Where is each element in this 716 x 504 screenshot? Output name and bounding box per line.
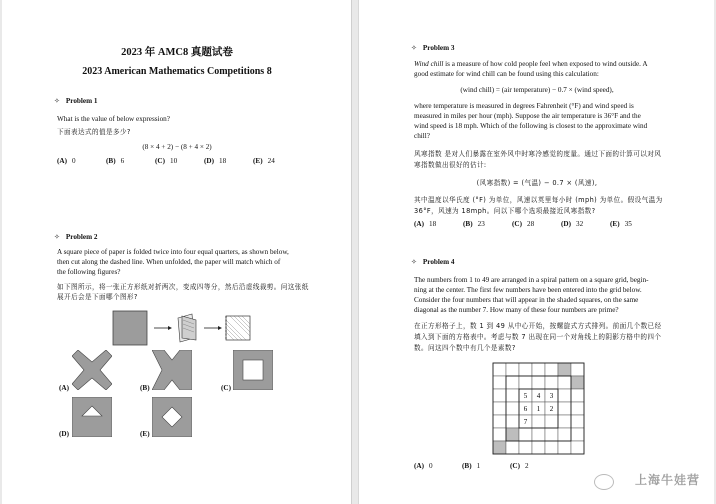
choice-e-figure: [152, 397, 192, 437]
problem3-line-en-3: where temperature is measured in degrees Fahrenheit (°F) and wind speed is: [414, 102, 634, 110]
grid-number: 4: [536, 392, 541, 400]
choice-label: (C): [510, 462, 520, 470]
grid-cell: [545, 415, 558, 428]
choice-label: (D): [561, 220, 571, 228]
choice-c: [510, 462, 529, 470]
grid-cell: [545, 428, 558, 441]
grid-cell: [545, 376, 558, 389]
grid-cell: [532, 376, 545, 389]
problem2-line-en-3: the following figures?: [57, 268, 121, 276]
spiral-grid-figure: [491, 361, 587, 457]
choice-e: [610, 220, 632, 228]
choice-value: 0: [428, 462, 433, 470]
choice-value: 32: [575, 220, 584, 228]
grid-cell: [532, 415, 545, 428]
choice-label: (A): [414, 220, 424, 228]
choice-label: (A): [414, 462, 424, 470]
problem4-heading: ✧ Problem 4: [411, 258, 455, 266]
grid-cell: [506, 389, 519, 402]
choice-label: (C): [155, 157, 165, 165]
choice-label: (E): [253, 157, 263, 165]
problem4-line-cn-2: 填入到下面的方格表中。考虑与数 7 出现在同一个对角线上的阴影方格中的四个: [414, 333, 662, 341]
grid-cell: [558, 428, 571, 441]
grid-cell: [571, 415, 584, 428]
choice-label: (B): [463, 220, 473, 228]
choice-value: 18: [218, 157, 227, 165]
grid-cell: [493, 363, 506, 376]
problem1-question-en: What is the value of below expression?: [57, 115, 170, 123]
choice-c: [512, 220, 534, 228]
choice-b: [106, 157, 124, 165]
choice-label: (C): [512, 220, 522, 228]
shaded-grid-cell: [558, 363, 571, 376]
diamond-icon: ✧: [54, 97, 60, 105]
problem3-line-en-4: measured in miles per hour (mph). Suppose the air temperature is 36°F and the: [414, 112, 641, 120]
title-cn: 2023 年 AMC8 真题试卷: [121, 47, 233, 58]
choice-a-label: (A): [59, 384, 69, 392]
problem2-line-en-2: then cut along the dashed line. When unfolded, the paper will match which of: [57, 258, 281, 266]
folding-sequence-figure: [112, 310, 262, 348]
problem2-line-cn-1: 如下图所示，将一张正方形纸对折两次，变成四等分，然后沿虚线裁剪。问这张纸: [57, 283, 309, 291]
grid-cell: [506, 363, 519, 376]
shaded-grid-cell: [506, 428, 519, 441]
grid-cell: [571, 389, 584, 402]
grid-number: 5: [523, 392, 528, 400]
grid-cell: [519, 441, 532, 454]
shaded-grid-cell: [493, 441, 506, 454]
wechat-logo-icon: [594, 474, 614, 490]
problem4-line-cn-1: 在正方形格子上，数 1 到 49 从中心开始，按螺旋式方式排列。前面几个数已经: [414, 322, 662, 330]
choice-e: [253, 157, 275, 165]
choice-label: (A): [57, 157, 67, 165]
grid-cell: [506, 415, 519, 428]
grid-number: 3: [549, 392, 554, 400]
grid-cell: [558, 376, 571, 389]
choice-label: (E): [610, 220, 620, 228]
problem4-line-en-3: Consider the four numbers that will appear in the shaded squares, on the same: [414, 296, 639, 304]
grid-cell: [571, 402, 584, 415]
grid-cell: [532, 441, 545, 454]
choice-d: [204, 157, 226, 165]
problem3-line-cn-1: 风寒指数 是对人们暴露在室外风中时寒冷感觉的度量。通过下面的计算可以对风: [414, 150, 662, 158]
problem3-line-cn-4: 36°F，风速为 18mph。问以下哪个选项最接近风寒指数?: [414, 207, 596, 215]
choice-e-label: (E): [140, 430, 150, 438]
choice-value: 0: [71, 157, 76, 165]
problem4-line-en-2: ning at the center. The first few numbers have been entered into the grid below.: [414, 286, 642, 294]
right-page: [358, 0, 714, 504]
problem4-line-cn-3: 数。问这四个数中有几个是素数?: [414, 344, 516, 352]
grid-number: 7: [523, 418, 528, 426]
choice-b-label: (B): [140, 384, 150, 392]
problem3-heading: ✧ Problem 3: [411, 44, 455, 52]
grid-cell: [545, 363, 558, 376]
problem4-line-en-1: The numbers from 1 to 49 are arranged in a spiral pattern on a square grid, begin-: [414, 276, 649, 284]
shaded-grid-cell: [571, 376, 584, 389]
choice-label: (B): [462, 462, 472, 470]
grid-cell: [558, 402, 571, 415]
problem1-question-cn: 下面表达式的值是多少?: [57, 128, 131, 136]
problem3-formula-cn: (风寒指数) = (气温) − 0.7 × (风速),: [476, 179, 598, 187]
choice-value: 10: [169, 157, 178, 165]
problem3-line-en-6: chill?: [414, 132, 430, 140]
choice-value: 23: [477, 220, 485, 228]
grid-cell: [532, 428, 545, 441]
grid-cell: [493, 376, 506, 389]
problem3-line-en-2: good estimate for wind chill can be found using this calculation:: [414, 70, 599, 78]
grid-cell: [493, 415, 506, 428]
problem1-expression: (8 × 4 + 2) − (8 + 4 × 2): [142, 143, 212, 151]
problem2-line-cn-2: 展开后会是下面哪个图形?: [57, 293, 138, 301]
problem3-formula-en: (wind chill) = (air temperature) − 0.7 × (wind speed),: [460, 86, 614, 94]
choice-c: [155, 157, 177, 165]
problem3-line-cn-2: 寒指数做出很好的估计:: [414, 161, 487, 169]
grid-cell: [493, 402, 506, 415]
title-en: 2023 American Mathematics Competitions 8: [82, 66, 272, 77]
grid-cell: [571, 428, 584, 441]
choice-a: [414, 462, 433, 470]
grid-cell: [493, 389, 506, 402]
grid-cell: [558, 389, 571, 402]
grid-cell: [506, 441, 519, 454]
choice-a-figure: [72, 350, 112, 390]
grid-cell: [519, 363, 532, 376]
diamond-icon: ✧: [411, 44, 417, 52]
left-page: [2, 0, 352, 504]
grid-cell: [558, 441, 571, 454]
choice-value: 35: [624, 220, 632, 228]
grid-number: 6: [523, 405, 528, 413]
choice-value: 2: [524, 462, 529, 470]
grid-cell: [532, 363, 545, 376]
choice-d-figure: [72, 397, 112, 437]
choice-a: [57, 157, 76, 165]
choice-value: 6: [120, 157, 125, 165]
diamond-icon: ✧: [54, 233, 60, 241]
grid-cell: [545, 441, 558, 454]
choice-c-label: (C): [221, 384, 231, 392]
choice-label: (B): [106, 157, 116, 165]
grid-cell: [506, 402, 519, 415]
choice-d: [561, 220, 583, 228]
choice-value: 24: [267, 157, 275, 165]
grid-cell: [519, 376, 532, 389]
choice-b-figure: [152, 350, 192, 390]
grid-cell: [571, 363, 584, 376]
choice-value: 18: [428, 220, 437, 228]
problem3-line-cn-3: 其中温度以华氏度 (°F) 为单位，风速以英里每小时 (mph) 为单位。假设气温为: [414, 196, 663, 204]
choice-a: [414, 220, 436, 228]
grid-cell: [519, 428, 532, 441]
grid-number: 1: [536, 405, 541, 413]
choice-b: [462, 462, 480, 470]
choice-value: 28: [526, 220, 535, 228]
problem3-line-en-1: Wind chill is a measure of how cold people feel when exposed to wind outside. A: [414, 60, 648, 68]
grid-cell: [493, 428, 506, 441]
watermark: 上海牛娃营: [634, 473, 700, 487]
choice-label: (D): [204, 157, 214, 165]
problem3-line-en-5: wind speed is 18 mph. Which of the following is closest to the approximate wind: [414, 122, 648, 130]
problem1-heading: ✧ Problem 1: [54, 97, 98, 105]
grid-cell: [558, 415, 571, 428]
problem2-line-en-1: A square piece of paper is folded twice into four equal quarters, as shown below,: [57, 248, 289, 256]
choice-d-label: (D): [59, 430, 69, 438]
problem2-heading: ✧ Problem 2: [54, 233, 98, 241]
grid-cell: [506, 376, 519, 389]
choice-c-figure: [233, 350, 273, 390]
choice-b: [463, 220, 485, 228]
diamond-icon: ✧: [411, 258, 417, 266]
problem4-line-en-4: diagonal as the number 7. How many of these four numbers are prime?: [414, 306, 619, 314]
grid-cell: [571, 441, 584, 454]
grid-number: 2: [549, 405, 554, 413]
choice-value: 1: [476, 462, 481, 470]
